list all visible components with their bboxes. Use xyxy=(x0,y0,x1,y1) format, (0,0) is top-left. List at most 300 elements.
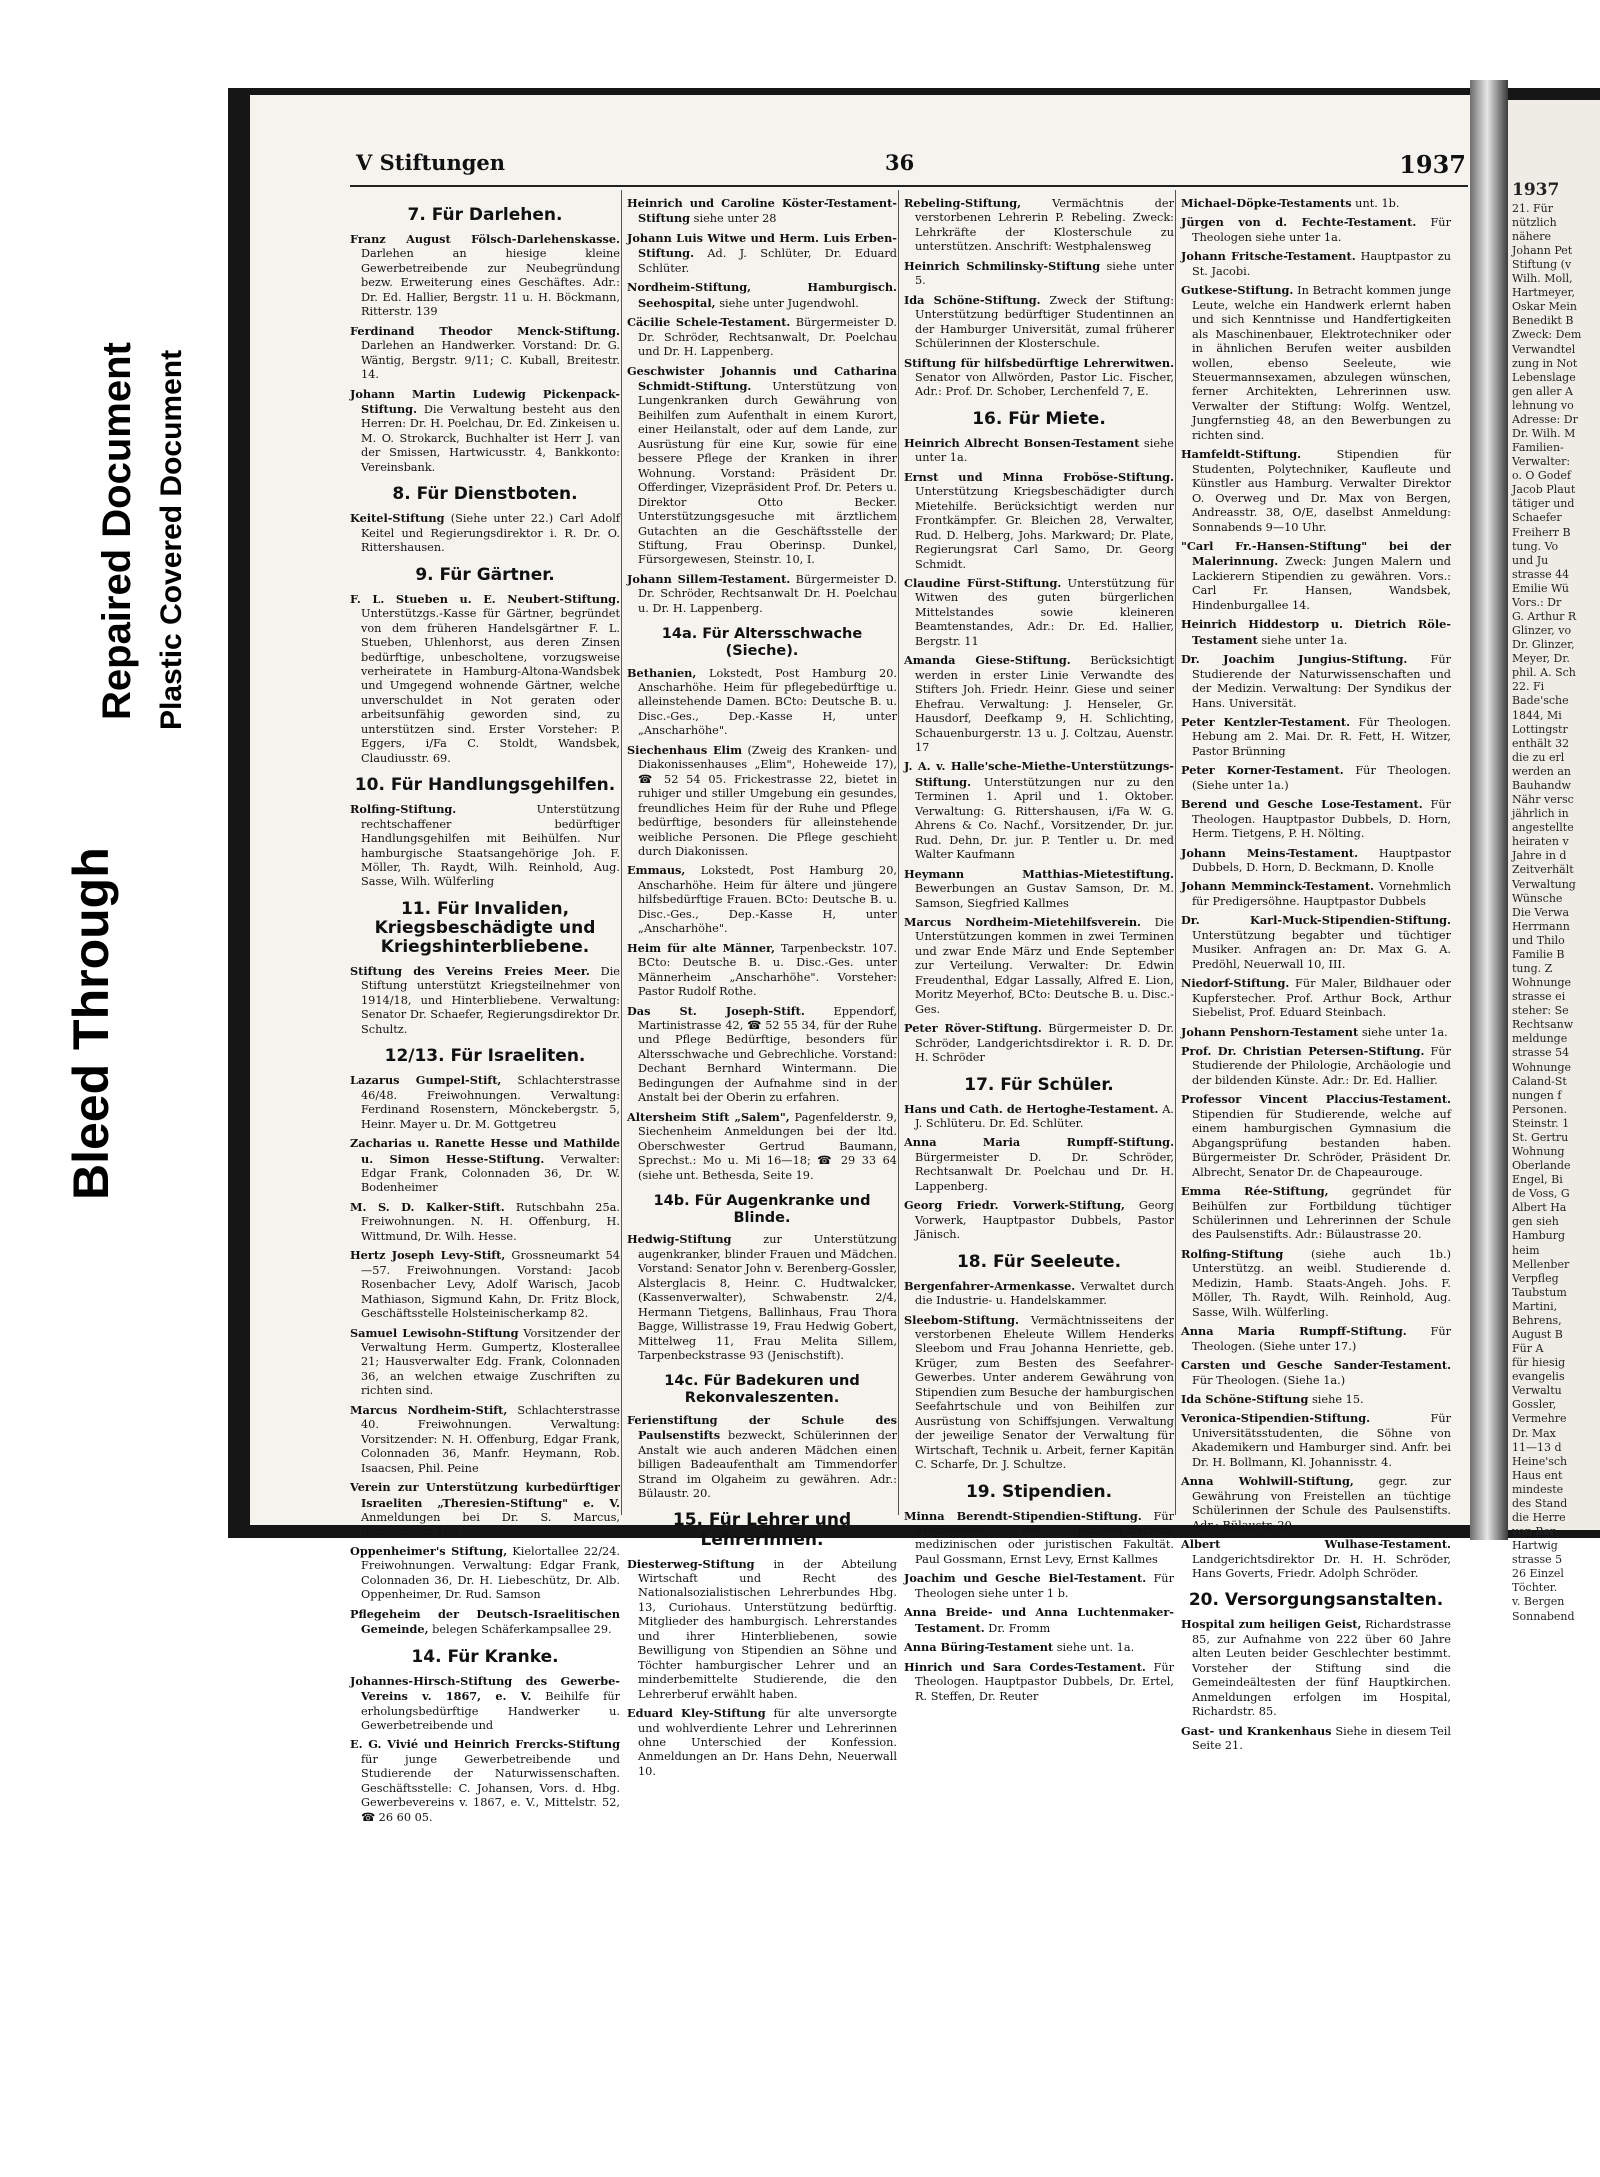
annotation-sidebar xyxy=(0,0,235,2177)
foundation-entry xyxy=(627,1413,897,1502)
entry-name: Oppenheimer's Stiftung, xyxy=(350,1543,508,1558)
foundation-entry xyxy=(627,280,897,311)
foundation-entry xyxy=(350,1544,620,1603)
foundation-entry xyxy=(904,436,1174,466)
entry-name: Diesterweg-Stiftung xyxy=(627,1556,755,1571)
entry-name: Heim für alte Männer, xyxy=(627,940,776,955)
entry-name: Stiftung des Vereins Freies Meer. xyxy=(350,963,590,978)
entry-text: belegen Schäferkampsallee 29. xyxy=(428,1623,612,1637)
facing-page-line: tung. Vo xyxy=(1512,539,1559,553)
entry-text: Lokstedt, Post Hamburg 20. Anscharhöhe. Heim für pflegebedürftige u. alleinstehende Damen. BCto: Deutsche B. u. Disc.-Ges., Dep.-Kasse H, unter „Anscharhöhe". xyxy=(638,666,897,738)
entry-name: Anna Büring-Testament xyxy=(904,1640,1054,1655)
facing-page-line: Mellenber xyxy=(1512,1257,1570,1271)
entry-text: Vornehmlich für Predigersöhne. Hauptpastor Dubbels xyxy=(1192,880,1451,908)
entry-name: Rebeling-Stiftung, xyxy=(904,196,1022,210)
facing-page-line: gen sieh xyxy=(1512,1215,1559,1229)
foundation-entry xyxy=(904,759,1174,862)
facing-page-line: Vermehre xyxy=(1512,1412,1567,1426)
facing-page-line: heiraten v xyxy=(1512,835,1569,849)
facing-page-line: werden an xyxy=(1512,764,1571,778)
entry-text: Zweck der Stiftung: Unterstützung bedürftiger Studentinnen an der Hamburger Universität, zumal früherer Schülerinnen der Klosterschule. xyxy=(915,293,1174,351)
facing-page-line: Haus ent xyxy=(1512,1468,1563,1482)
entry-text: (Zweig des Kranken- und Diakonissenhauses „Elim", Hoheweide 17), ☎ 52 54 05. Frickestrasse 22, bietet in ruhiger und stiller Umgebung ein gesundes, freundliches Heim für der Ruhe und Pflege bedürftige, besonders für alleinstehende weibliche Personen. Die Pflege geschieht durch Diakonissen. xyxy=(638,743,897,859)
entry-name: Hinrich und Sara Cordes-Testament. xyxy=(904,1659,1146,1674)
facing-page-line: Lebenslage xyxy=(1512,370,1576,384)
facing-page-line: Hartmeyer, xyxy=(1512,286,1576,300)
entry-text: Für Studierende der philosophischen, medizinischen oder juristischen Fakultät. Paul Gossmann, Ernst Levy, Ernst Kallmes xyxy=(915,1509,1175,1566)
entry-name: Professor Vincent Placcius-Testament. xyxy=(1181,1092,1451,1107)
facing-page-line: Nähr versc xyxy=(1512,793,1574,807)
entry-name: Hans und Cath. de Hertoghe-Testament. xyxy=(904,1101,1159,1116)
facing-page-line: Johann Pet xyxy=(1512,243,1573,257)
facing-page-line: Dr. Glinzer, xyxy=(1512,638,1575,652)
facing-page-line: enthält 32 xyxy=(1512,736,1570,750)
facing-page-line: und Ju xyxy=(1512,553,1549,567)
entry-name: Altersheim Stift „Salem", xyxy=(627,1109,790,1124)
entry-text: In Betracht kommen junge Leute, welche ein Handwerk erlernt haben und sich Kenntnisse und Handfertigkeiten als Maschinenbauer, Elektrotechniker oder in ähnlichen Berufen weiter ausbilden wollen, ebenso Seeleute, wie Steuermannsexamen, abzulegen wünschen, ferner Architekten, Lehrerinnen usw. Verwalter der Stiftung: Wolfg. Wentzel, Jungfernstieg 48, an den Bewerbungen zu richten sind. xyxy=(1192,284,1451,442)
facing-page-line: lehnung vo xyxy=(1512,398,1574,412)
section-heading: 12/13. Für Israeliten. xyxy=(384,1046,586,1067)
entry-text: Verwaltet durch die Industrie- u. Handelskammer. xyxy=(915,1279,1174,1308)
entry-name: Geschwister Johannis und Catharina Schmidt-Stiftung. xyxy=(627,363,897,393)
facing-page-line: o. O Godef xyxy=(1512,469,1571,483)
entry-text: Pagenfelderstr. 9, Siechenheim Anmeldungen bei der ltd. Oberschwester Gertrud Baumann, Sprechst.: Mo u. Mi 16—18; ☎ 29 33 64 (siehe unt. Bethesda, Seite 19. xyxy=(638,1110,897,1182)
entry-name: Stiftung für hilfsbedürftige Lehrerwitwen. xyxy=(904,355,1174,370)
facing-page-line: strasse 54 xyxy=(1512,1046,1570,1060)
foundation-entry xyxy=(1181,539,1451,613)
entry-name: Verein zur Unterstützung kurbedürftiger Israeliten „Theresien-Stiftung" e. V. xyxy=(350,1480,620,1510)
facing-page-line: evangelis xyxy=(1512,1370,1565,1384)
text-column-3 xyxy=(904,196,1175,1703)
entry-text: Verwalter: Edgar Frank, Colonnaden 36, Dr. W. Bodenheimer xyxy=(361,1152,620,1195)
entry-text: Bürgermeister D. Dr. Schröder, Rechtsanwalt, Dr. Poelchau und Dr. H. Lappenberg. xyxy=(638,316,897,359)
facing-page-line: Bauhandw xyxy=(1512,778,1571,792)
foundation-entry xyxy=(1181,1474,1451,1533)
entry-text: Unterstützung für Witwen des guten bürgerlichen Mittelstandes sowie kleineren Beamtenstandes, Adr.: Dr. Ed. Hallier, Bergstr. 11 xyxy=(915,577,1174,648)
foundation-entry xyxy=(627,196,897,227)
entry-name: Ferdinand Theodor Menck-Stiftung. xyxy=(350,323,620,338)
entry-name: "Carl Fr.-Hansen-Stiftung" bei der Malerinnung. xyxy=(1181,538,1451,569)
facing-page-line: strasse 5 xyxy=(1512,1553,1563,1567)
entry-text: Tarpenbeckstr. 107. BCto: Deutsche B. u. Disc.-Ges. unter Männerheim „Anscharhöhe". Vorsteher: Pastor Rudolf Rothe. xyxy=(638,941,897,999)
entry-text: siehe unter 28 xyxy=(690,212,777,226)
facing-page-line: von Ber xyxy=(1512,1525,1556,1539)
facing-page-line: nungen f xyxy=(1512,1088,1562,1102)
foundation-entry xyxy=(1181,1724,1451,1754)
facing-page-line: Dr. Max xyxy=(1512,1426,1556,1440)
entry-text: Dr. Fromm xyxy=(984,1621,1051,1635)
plastic-covered-label: Plastic Covered Document xyxy=(155,349,188,730)
facing-page-line: tätiger und xyxy=(1512,497,1575,511)
entry-text: Für Maler, Bildhauer oder Kupferstecher. Prof. Arthur Bock, Arthur Siebelist, Prof. Eduard Steinbach. xyxy=(1192,977,1451,1020)
facing-page-line: Hartwig xyxy=(1512,1539,1558,1553)
entry-text: Rutschbahn 25a. Freiwohnungen. N. H. Offenburg, H. Wittmund, Dr. Wilh. Hesse. xyxy=(361,1200,621,1243)
entry-text: siehe unter Jugendwohl. xyxy=(715,296,859,310)
entry-name: Ida Schöne-Stiftung. xyxy=(904,292,1041,307)
header-year: 1937 xyxy=(1399,150,1466,179)
entry-text: siehe unt. 1a. xyxy=(1053,1641,1135,1655)
foundation-entry xyxy=(904,1571,1174,1601)
entry-text: siehe unter 1a. xyxy=(915,436,1174,465)
entry-text: Die Verwaltung besteht aus den Herren: Dr. H. Poelchau, Dr. Ed. Zinkeisen u. M. O. Strokarck, Buchhalter ist Herr J. van der Smissen, Hartwicusstr. 4, Bankkonto: Vereinsbank. xyxy=(361,403,620,474)
foundation-entry xyxy=(904,1640,1174,1655)
entry-text: Für Theologen. Hauptpastor Dubbels, D. Horn, Herm. Tietgens, P. H. Nölting. xyxy=(1192,798,1451,841)
entry-text: Kielortallee 22/24. Freiwohnungen. Verwaltung: Edgar Frank, Colonnaden 36, Dr. H. Liebeschütz, Dr. Alb. Oppenheimer, Dr. Rud. Samson xyxy=(361,1544,620,1602)
foundation-entry xyxy=(904,1135,1174,1194)
foundation-entry xyxy=(627,1232,897,1363)
entry-text: Die Unterstützungen kommen in zwei Terminen und zwar Ende März und Ende September zur Verteilung. Verwalter: Dr. Edwin Freudenthal, Edgar Lassally, Alfred E. Lion, Moritz Meyerhof, BCto: Deutsche B. u. Disc.-Ges. xyxy=(915,915,1174,1016)
facing-page-line: Behrens, xyxy=(1512,1313,1562,1327)
section-heading: 9. Für Gärtner. xyxy=(415,564,555,585)
entry-text: Anmeldungen bei Dr. S. Marcus, Bismarckstr. 108 xyxy=(361,1510,620,1539)
entry-text: Bewerbungen an Gustav Samson, Dr. M. Samson, Siegfried Kallmes xyxy=(915,882,1174,910)
entry-name: Heinrich Schmilinsky-Stiftung xyxy=(904,258,1101,273)
facing-page-line: 21. Für xyxy=(1512,201,1553,215)
entry-name: Emmaus, xyxy=(627,863,686,878)
entry-name: Gast- und Krankenhaus xyxy=(1181,1723,1332,1738)
entry-text: Stipendien für Studenten, Polytechniker, Kaufleute und Künstler aus Hamburg. Verwalter Direktor O. Overweg und Dr. Max von Bergen, Andreasstr. 38, O/E, daselbst Anmeldung: Sonnabends 9—10 Uhr. xyxy=(1192,448,1451,534)
entry-name: Claudine Fürst-Stiftung. xyxy=(904,576,1062,590)
entry-text: Bürgermeister D. Dr. Schröder, Landgerichtsdirektor i. R. D. Dr. H. Schröder xyxy=(915,1022,1174,1065)
entry-text: Senator von Allwörden, Pastor Lic. Fischer, Adr.: Prof. Dr. Schober, Lerchenfeld 7, E. xyxy=(915,370,1174,399)
facing-page-line: Jahre in d xyxy=(1512,849,1567,863)
facing-page-line: Vors.: Dr xyxy=(1512,595,1562,609)
facing-page-line: die Herre xyxy=(1512,1511,1566,1525)
entry-name: Cäcilie Schele-Testament. xyxy=(627,315,791,330)
entry-text: (siehe auch 1b.) Unterstützg. an weibl. Studierende d. Medizin, Hamb. Staats-Angeh. Johs. F. Möller, Th. Raydt, Wilh. Reinhold, Aug. Sasse, Wilh. Wülferling. xyxy=(1192,1247,1451,1319)
entry-text: Vorsitzender der Verwaltung Herm. Gumpertz, Klosterallee 21; Hausverwalter Edg. Frank, Colonnaden 36, an welchen etwaige Zuschriften zu richten sind. xyxy=(361,1326,620,1398)
entry-name: Zacharias u. Ranette Hesse und Mathilde u. Simon Hesse-Stiftung. xyxy=(350,1136,620,1166)
facing-page-line: Verwalter: xyxy=(1512,455,1571,469)
foundation-entry xyxy=(1181,1411,1451,1470)
foundation-entry xyxy=(1181,1025,1451,1040)
facing-page-line: Taubstum xyxy=(1512,1285,1567,1299)
entry-text: (Siehe unter 22.) Carl Adolf Keitel und Regierungsdirektor i. R. Dr. O. Rittershausen. xyxy=(361,512,620,555)
entry-text: Unterstützung von Lungenkranken durch Gewährung von Beihilfen zum Aufenthalt in einem Kurort, einer Heilanstalt, oder auf dem Lande, zur Ausrüstung für eine Kur, sowie für eine bessere Pflege der Kranken in ihrer Wohnung. Vorstand: Präsident Dr. Offerdinger, Vizepräsident Prof. Dr. Peters u. Direktor Otto Becker. Unterstützungsgesuche mit ärztlichem Gutachten an die Geschäftsstelle der Stiftung, Frau Oberinsp. Dunkel, Fürsorgewesen, Steinstr. 10, I. xyxy=(638,379,897,567)
entry-text: Für Universitätsstudenten, die Söhne von Akademikern und Hamburger sind. Anfr. bei Dr. H. Bollmann, Kl. Johannisstr. 4. xyxy=(1192,1412,1451,1469)
entry-name: Bergenfahrer-Armenkasse. xyxy=(904,1278,1076,1293)
entry-name: Dr. Joachim Jungius-Stiftung. xyxy=(1181,652,1408,667)
foundation-entry xyxy=(627,863,897,936)
foundation-entry xyxy=(1181,1092,1451,1180)
column-divider xyxy=(1175,190,1176,1515)
facing-page-line: strasse ei xyxy=(1512,990,1566,1004)
entry-name: Georg Friedr. Vorwerk-Stiftung, xyxy=(904,1198,1125,1213)
facing-page-line: Martini, xyxy=(1512,1299,1558,1313)
entry-text: zur Unterstützung augenkranker, blinder Frauen und Mädchen. Vorstand: Senator John v. Berenberg-Gossler, Alsterglacis 8, Heinr. C. Hudtwalcker, (Kassenverwalter), Schwabenstr. 2/4, Hermann Tietgens, Ballinhaus, Frau Thora Bagge, Willistrasse 19, Frau Hedwig Gobert, Mittelweg 11, Frau Melita Sillem, Tarpenbeckstrasse 93 (Jenischstift). xyxy=(638,1233,897,1362)
entry-name: Joachim und Gesche Biel-Testament. xyxy=(904,1571,1147,1586)
entry-text: Unterstützung begabter und tüchtiger Musiker. Anfragen an: Dr. Max G. A. Predöhl, Neuerwall 10, III. xyxy=(1192,928,1451,971)
entry-text: Für Theologen. Hauptpastor Dubbels, Dr. Ertel, R. Steffen, Dr. Reuter xyxy=(915,1660,1174,1703)
entry-text: für junge Gewerbetreibende und Studierende der Naturwissenschaften. Geschäftsstelle: C. Johansen, Vors. d. Hbg. Gewerbevereins v. 1867, e. V., Mittelstr. 52, ☎ 26 60 05. xyxy=(361,1752,620,1824)
foundation-entry xyxy=(904,470,1174,572)
entry-text: Berücksichtigt werden in erster Linie Verwandte des Stifters Joh. Friedr. Heinr. Giese und seiner Ehefrau. Verwaltung: J. Henseler, Gr. Hausdorf, Deefkamp 9, H. Schlichting, Schauenburgerstr. 13 u. J. Coltzau, Auenstr. 17 xyxy=(915,654,1174,754)
entry-text: Zweck: Jungen Malern und Lackierern Stipendien zu gewähren. Vors.: Carl Fr. Hansen, Wandsbek, Hindenburgallee 14. xyxy=(1192,555,1451,612)
facing-page-line: v. Bergen xyxy=(1512,1595,1565,1609)
foundation-entry xyxy=(1181,215,1451,245)
entry-name: Michael-Döpke-Testaments xyxy=(1181,196,1352,210)
entry-name: Jürgen von d. Fechte-Testament. xyxy=(1181,215,1417,230)
entry-text: Ad. J. Schlüter, Dr. Eduard Schlüter. xyxy=(638,247,897,275)
facing-page-line: 26 Einzel xyxy=(1512,1567,1564,1581)
entry-text: Unterstützungen nur zu den Terminen 1. April und 1. Oktober. Verwaltung: G. Rittershausen, i/Fa W. G. Ahrens & Co. Nachf., Vorsitzender, Dr. jur. Rud. Dehn, Dr. jur. P. Tentler u. Dr. med Walter Kaufmann xyxy=(915,775,1174,862)
entry-name: E. G. Vivié und Heinrich Frercks-Stiftung xyxy=(350,1737,620,1752)
entry-name: Emma Rée-Stiftung, xyxy=(1181,1184,1329,1199)
entry-name: F. L. Stueben u. E. Neubert-Stiftung. xyxy=(350,591,620,606)
foundation-entry xyxy=(1181,196,1451,211)
facing-page-lines xyxy=(1512,202,1598,1624)
entry-text: Vermächtnisseitens der verstorbenen Eheleute Willem Henderks Sleebom und Frau Johanna Henriette, geb. Krüger, zum Besten des Seefahrer-Gewerbes. Unter anderem Gewährung von Stipendien zum Besuche der hamburgischen Seefahrtschule und von Beihilfen zur Ausrüstung von Schiffsjungen. Verwaltung der jeweilige Senator der Verwaltung für Wirtschaft, Technik u. Arbeit, ferner Kapitän C. Scharfe, Dr. J. Schultze. xyxy=(915,1313,1174,1472)
entry-name: Rolfing-Stiftung. xyxy=(350,802,457,817)
entry-name: Minna Berendt-Stipendien-Stiftung. xyxy=(904,1508,1142,1523)
facing-page xyxy=(1508,100,1600,1623)
foundation-entry xyxy=(627,1557,897,1703)
entry-name: Veronica-Stipendien-Stiftung. xyxy=(1181,1411,1371,1426)
facing-page-line: Emilie Wü xyxy=(1512,581,1569,595)
facing-page-line: Wünsche xyxy=(1512,891,1563,905)
entry-text: unt. 1b. xyxy=(1351,197,1400,210)
foundation-entry xyxy=(1181,1537,1451,1581)
foundation-entry xyxy=(1181,763,1451,793)
entry-text: Georg Vorwerk, Hauptpastor Dubbels, Pastor Jänisch. xyxy=(915,1199,1174,1242)
foundation-entry xyxy=(904,1198,1174,1242)
entry-name: Heinrich Albrecht Bonsen-Testament xyxy=(904,435,1140,450)
facing-page-line: Oberlande xyxy=(1512,1159,1571,1173)
foundation-entry xyxy=(1181,913,1451,972)
entry-text: Die Stiftung unterstützt Kriegsteilnehmer von 1914/18, und Hinterbliebene. Verwaltung: Senator Dr. Schaefer, Regierungsdirektor Dr. Schultz. xyxy=(361,964,620,1036)
entry-name: Marcus Nordheim-Mietehilfsverein. xyxy=(904,914,1141,929)
entry-text: siehe unter 1a. xyxy=(1257,633,1348,647)
facing-page-header: 1937 xyxy=(1512,180,1560,200)
facing-page-line: Wilh. Moll, xyxy=(1512,272,1573,286)
foundation-entry xyxy=(1181,447,1451,535)
facing-page-line: Meyer, Dr. xyxy=(1512,652,1570,666)
foundation-entry xyxy=(1181,1044,1451,1088)
entry-text: gegr. zur Gewährung von Freistellen an tüchtige Schülerinnen der Schule des Paulsenstifts. Adr.: Bülaustr. 20. xyxy=(1192,1475,1451,1532)
facing-page-line: Personen. xyxy=(1512,1102,1568,1116)
entry-text: Hauptpastor zu St. Jacobi. xyxy=(1192,250,1451,278)
section-heading: 8. Für Dienstboten. xyxy=(392,484,578,505)
facing-page-line: die zu erl xyxy=(1512,750,1565,764)
entry-name: Ida Schöne-Stiftung xyxy=(1181,1391,1309,1406)
foundation-entry xyxy=(627,572,897,616)
entry-text: Für Studierende der Philologie, Archäologie und der bildenden Künste. Adr.: Dr. Ed. Hallier. xyxy=(1192,1045,1452,1087)
section-heading: 11. Für Invaliden, Kriegsbeschädigte und Kriegshinterbliebene. xyxy=(374,898,596,957)
foundation-entry xyxy=(627,941,897,1000)
foundation-entry xyxy=(1181,283,1451,443)
facing-page-line: für hiesig xyxy=(1512,1356,1566,1370)
foundation-entry xyxy=(1181,1247,1451,1320)
entry-text: Für Theologen siehe unter 1a. xyxy=(1192,216,1451,244)
entry-name: Prof. Dr. Christian Petersen-Stiftung. xyxy=(1181,1044,1425,1059)
foundation-entry xyxy=(904,1660,1174,1704)
entry-text: Siehe in diesem Teil Seite 21. xyxy=(1192,1724,1451,1753)
entry-name: Marcus Nordheim-Stift, xyxy=(350,1402,508,1417)
entry-text: in der Abteilung Wirtschaft und Recht des Nationalsozialistischen Lehrerbundes Hbg. 13, Curiohaus. Unterstützung bedürftig. Mitglieder des hamburgisch. Lehrerstandes und ihrer Hinterbliebenen, sowie Bewilligung von Stipendien an Söhne und Töchter hamburgischer Lehrer und an minderbemittelte Studierende, die den Lehrerberuf erwählt haben. xyxy=(638,1557,897,1701)
entry-text: Für Theologen. (Siehe unter 1a.) xyxy=(1192,764,1451,792)
entry-text: Darlehen an Handwerker. Vorstand: Dr. G. Wäntig, Bergstr. 9/11; C. Kuball, Breitestr. 14. xyxy=(361,339,620,382)
facing-page-line: Verwaltu xyxy=(1512,1384,1562,1398)
facing-page-line: Dr. Wilh. M xyxy=(1512,427,1576,440)
entry-name: Heinrich und Caroline Köster-Testament-Stiftung xyxy=(627,196,897,226)
entry-name: Bethanien, xyxy=(627,665,697,680)
entry-name: Hamfeldt-Stiftung. xyxy=(1181,447,1302,462)
entry-name: J. A. v. Halle'sche-Miethe-Unterstützungs-Stiftung. xyxy=(904,759,1174,789)
section-heading: 18. Für Seeleute. xyxy=(956,1251,1122,1272)
entry-text: siehe unter 1a. xyxy=(1358,1025,1448,1039)
entry-text: Für Theologen. (Siehe unter 17.) xyxy=(1192,1325,1451,1353)
foundation-entry xyxy=(627,231,897,276)
entry-text: gegründet für Beihülfen zur Fortbildung tüchtiger Schülerinnen und Lehrerinnen der Schule des Paulsenstifts. Adr.: Bülaustrasse 20. xyxy=(1192,1185,1451,1242)
entry-name: Johann Luis Witwe und Herm. Luis Erben-Stiftung. xyxy=(627,230,897,261)
facing-page-line: Freiherr B xyxy=(1512,525,1571,539)
facing-page-line: meldunge xyxy=(1512,1032,1568,1046)
facing-page-line: strasse 44 xyxy=(1512,567,1570,581)
foundation-entry xyxy=(904,1509,1174,1568)
foundation-entry xyxy=(1181,846,1451,876)
section-heading: 14. Für Kranke. xyxy=(411,1646,559,1667)
facing-page-line: Zweck: Dem xyxy=(1512,328,1582,342)
entry-text: bezweckt, Schülerinnen der Anstalt wie auch anderen Mädchen einen billigen Badeaufenthalt am Timmendorfer Strand im Olgaheim zu gewähren. Adr.: Bülaustr. 20. xyxy=(638,1429,897,1501)
facing-page-text xyxy=(1512,180,1598,1624)
foundation-entry xyxy=(904,1021,1174,1065)
foundation-entry xyxy=(627,1004,897,1106)
facing-page-line: steher: Se xyxy=(1512,1004,1569,1018)
facing-page-line: phil. A. Sch xyxy=(1512,666,1576,680)
entry-name: Ferienstiftung der Schule des Paulsenstifts xyxy=(627,1412,897,1443)
foundation-entry xyxy=(904,356,1174,400)
entry-text: für alte unversorgte und wohlverdiente Lehrer und Lehrerinnen ohne Unterschied der Konfession. Anmeldungen an Dr. Hans Dehn, Neuerwall 10. xyxy=(638,1707,897,1778)
entry-text: Vermächtnis der verstorbenen Lehrerin P. Rebeling. Zweck: Lehrkräfte der Klosterschule zu unterstützen. Anschrift: Westphalensweg xyxy=(915,197,1174,254)
facing-page-line: Bade'sche xyxy=(1512,694,1569,708)
entry-text: Unterstützgs.-Kasse für Gärtner, begründet von dem früheren Handelsgärtner F. L. Stueben, Uhlenhorst, aus deren Zinsen bedürftige, unbescholtene, vorzugsweise verheiratete in Hamburg-Altona-Wandsbek und Umgegend wohnende Gärtner, welche unverschuldet in Not geraten oder arbeitsunfähig geworden sind, zu unterstützen sind. Erster Vorsteher: P. Eggers, i/Fa C. Stoldt, Wandsbek, Claudiusstr. 69. xyxy=(361,607,620,765)
entry-text: Für Theologen. (Siehe 1a.) xyxy=(1192,1373,1346,1387)
entry-name: Peter Kentzler-Testament. xyxy=(1181,714,1351,729)
foundation-entry xyxy=(350,324,620,383)
foundation-entry xyxy=(350,387,620,476)
foundation-entry xyxy=(1181,652,1451,711)
section-heading: 14c. Für Badekuren und Rekonvaleszenten. xyxy=(664,1373,860,1407)
facing-page-line: Engel, Bi xyxy=(1512,1173,1563,1187)
facing-page-line: Albert Ha xyxy=(1512,1201,1567,1215)
entry-name: Berend und Gesche Lose-Testament. xyxy=(1181,797,1423,812)
facing-page-line: des Stand xyxy=(1512,1496,1568,1510)
facing-page-line: 22. Fi xyxy=(1512,680,1545,694)
foundation-entry xyxy=(1181,1617,1451,1719)
entry-name: M. S. D. Kalker-Stift. xyxy=(350,1199,505,1214)
facing-page-line: Steinstr. 1 xyxy=(1512,1116,1570,1130)
section-heading: 15. Für Lehrer und Lehrerinnen. xyxy=(672,1510,852,1550)
facing-page-line: Familie B xyxy=(1512,947,1565,961)
entry-name: Rolfing-Stiftung xyxy=(1181,1246,1284,1261)
facing-page-line: 11—13 d xyxy=(1512,1440,1562,1454)
foundation-entry xyxy=(1181,797,1451,841)
entry-name: Eduard Kley-Stiftung xyxy=(627,1706,766,1721)
entry-name: Heymann Matthias-Mietestiftung. xyxy=(904,866,1174,881)
facing-page-line: Familien- xyxy=(1512,441,1564,455)
entry-name: Anna Wohlwill-Stiftung, xyxy=(1181,1474,1354,1489)
facing-page-line: nützlich xyxy=(1512,215,1557,229)
section-heading: 14b. Für Augenkranke und Blinde. xyxy=(653,1192,871,1226)
facing-page-line: Töchter. xyxy=(1512,1581,1558,1595)
facing-page-line: Hamburg xyxy=(1512,1229,1566,1243)
facing-page-line: Wohnung xyxy=(1512,1144,1565,1158)
facing-page-line: Sonnabend xyxy=(1512,1609,1575,1623)
foundation-entry xyxy=(904,1313,1174,1473)
foundation-entry xyxy=(350,592,620,766)
facing-page-line: Jacob Plaut xyxy=(1512,483,1576,497)
foundation-entry xyxy=(904,576,1174,649)
bleed-through-label: Bleed Through xyxy=(63,847,119,1200)
foundation-entry xyxy=(627,743,897,860)
foundation-entry xyxy=(627,1110,897,1183)
facing-page-line: Gossler, xyxy=(1512,1398,1557,1412)
section-heading: 19. Stipendien. xyxy=(965,1481,1113,1502)
facing-page-line: angestellte xyxy=(1512,821,1574,835)
header-rule xyxy=(350,185,1468,187)
foundation-entry xyxy=(350,1674,620,1734)
entry-name: Hertz Joseph Levy-Stift, xyxy=(350,1248,506,1263)
entry-text: Bürgermeister D. Dr. Schröder, Rechtsanwalt Dr. Poelchau und Dr. H. Lappenberg. xyxy=(915,1150,1174,1193)
foundation-entry xyxy=(350,1737,620,1825)
foundation-entry xyxy=(350,1200,620,1244)
facing-page-line: Herrmann xyxy=(1512,919,1570,933)
foundation-entry xyxy=(350,1480,620,1540)
foundation-entry xyxy=(1181,1358,1451,1388)
header-section: V Stiftungen xyxy=(356,150,506,175)
entry-name: Franz August Fölsch-Darlehenskasse. xyxy=(350,232,620,247)
foundation-entry xyxy=(350,232,620,320)
foundation-entry xyxy=(1181,1324,1451,1354)
foundation-entry xyxy=(1181,879,1451,909)
foundation-entry xyxy=(350,1326,620,1399)
facing-page-line: Benedikt B xyxy=(1512,314,1574,328)
entry-text: Schlachterstrasse 46/48. Freiwohnungen. Verwaltung: Ferdinand Rosenstern, Mönckebergstr. 5, Heinr. Mayer u. Dr. M. Gottgetreu xyxy=(361,1074,620,1131)
foundation-entry xyxy=(350,802,620,890)
entry-name: Johannes-Hirsch-Stiftung des Gewerbe-Vereins v. 1867, e. V. xyxy=(350,1673,620,1704)
entry-name: Das St. Joseph-Stift. xyxy=(627,1003,805,1018)
facing-page-line: Verwaltung xyxy=(1512,877,1576,891)
foundation-entry xyxy=(904,259,1174,289)
facing-page-line: zung in Not xyxy=(1512,356,1578,370)
facing-page-line: Glinzer, vo xyxy=(1512,624,1572,638)
facing-page-line: nähere xyxy=(1512,229,1552,243)
entry-name: Johann Martin Ludewig Pickenpack-Stiftung. xyxy=(350,386,620,417)
foundation-entry xyxy=(350,1073,620,1132)
entry-text: Stipendien für Studierende, welche auf einem hamburgischen Gymnasium die Abgangsprüfung bestanden haben. Bürgermeister Dr. Schröder, Präsident Dr. Albrecht, Senator Dr. de Chapeaurouge. xyxy=(1192,1107,1451,1179)
entry-name: Heinrich Hiddestorp u. Dietrich Röle-Testament xyxy=(1181,617,1451,647)
facing-page-line: jährlich in xyxy=(1512,807,1569,821)
facing-page-line: Verpfleg xyxy=(1512,1271,1559,1285)
facing-page-line: Lottingstr xyxy=(1512,722,1568,736)
section-heading: 17. Für Schüler. xyxy=(964,1074,1114,1095)
facing-page-line: Adresse: Dr xyxy=(1512,412,1578,426)
entry-text: Eppendorf, Martinistrasse 42, ☎ 52 55 34, für der Ruhe und Pflege Bedürftige, besonders für Altersschwache und Gebrechliche. Vorstand: Dechant Bernhard Wintermann. Die Bedingungen der Aufnahme sind in der Anstalt bei der Oberin zu erfahren. xyxy=(638,1004,897,1105)
entry-name: Ernst und Minna Froböse-Stiftung. xyxy=(904,469,1174,484)
facing-page-line: Oskar Mein xyxy=(1512,300,1578,314)
facing-page-line: Verwandtel xyxy=(1512,342,1576,356)
facing-page-line: 1844, Mi xyxy=(1512,708,1562,722)
page-header xyxy=(350,150,1470,178)
facing-page-line: Caland-St xyxy=(1512,1074,1567,1088)
column-divider xyxy=(898,190,899,1515)
book-spine xyxy=(1470,80,1508,1540)
entry-text: siehe 15. xyxy=(1308,1392,1364,1406)
foundation-entry xyxy=(350,1607,620,1638)
facing-page-line: heim xyxy=(1512,1243,1540,1257)
foundation-entry xyxy=(350,1136,620,1196)
facing-page-line: de Voss, G xyxy=(1512,1187,1570,1201)
